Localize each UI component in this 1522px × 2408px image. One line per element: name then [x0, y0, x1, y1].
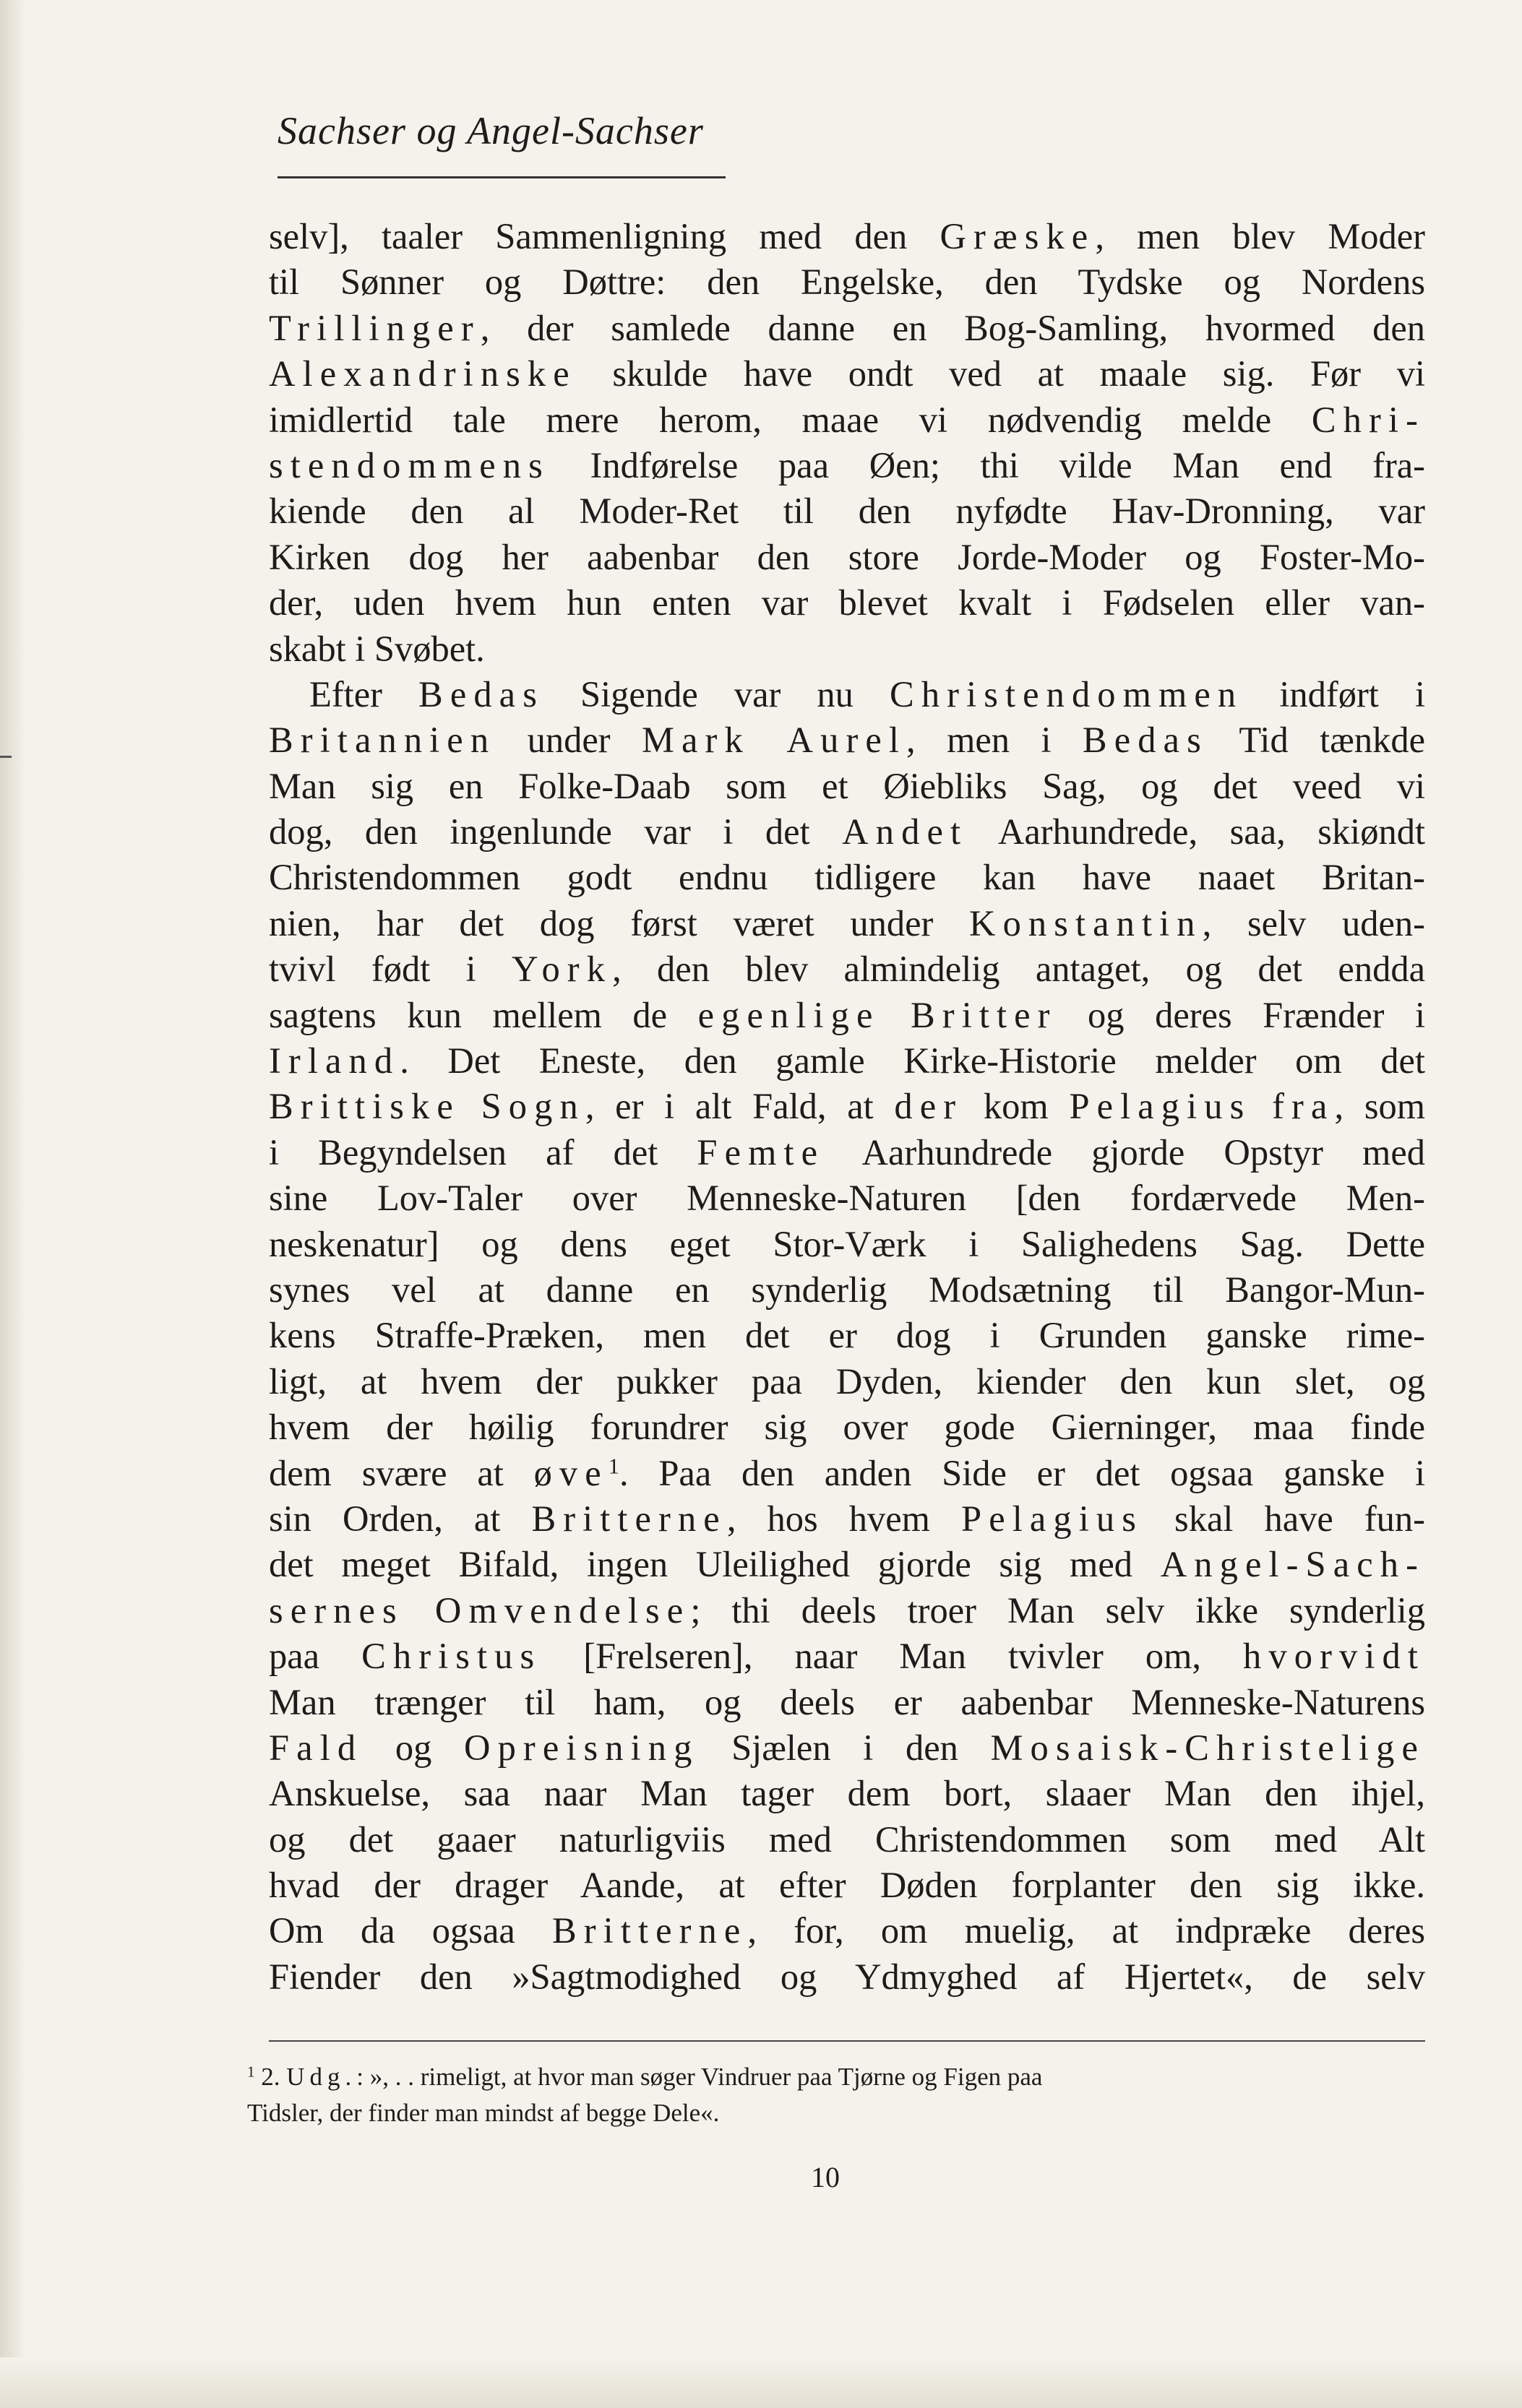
text-line: nien, har det dog først været under Konstantin, selv uden- [269, 902, 1425, 944]
text-line: Man sig en Folke-Daab som et Øiebliks Sag, og det veed vi [269, 765, 1425, 806]
header-rule [278, 176, 726, 178]
text-line: skabt i Svøbet. [269, 628, 485, 669]
text-line: der, uden hvem hun enten var blevet kvalt i Fødselen eller van- [269, 582, 1425, 623]
text-line: i Begyndelsen af det Femte Aarhundrede gjorde Opstyr med [269, 1131, 1425, 1173]
scan-mark [0, 756, 12, 758]
footnote-marker: 1 [608, 1453, 619, 1478]
text-line: til Sønner og Døttre: den Engelske, den Tydske og Nordens [269, 262, 1425, 303]
running-header: Sachser og Angel-Sachser [278, 109, 704, 152]
text-line: dem svære at øve$^1$. Paa den anden Side er det ogsaa ganske i [269, 1452, 1425, 1493]
text-line: sin Orden, at Britterne, hos hvem Pelagius skal have fun- [269, 1498, 1425, 1539]
text-line: ligt, at hvem der pukker paa Dyden, kiender den kun slet, og [269, 1360, 1425, 1402]
text-line: Christendommen godt endnu tidligere kan have naaet Britan- [269, 857, 1425, 898]
text-line: hvad der drager Aande, at efter Døden forplanter den sig ikke. [269, 1865, 1425, 1906]
text-line: neskenatur] og dens eget Stor-Værk i Salighedens Sag. Dette [269, 1223, 1425, 1264]
text-line: hvem der høilig forundrer sig over gode Gierninger, maa finde [269, 1407, 1425, 1448]
text-line: Trillinger, der samlede danne en Bog-Samling, hvormed den [269, 307, 1425, 348]
text-line: Alexandrinske skulde have ondt ved at maale sig. Før vi [269, 353, 1425, 394]
footnote-line: Tidsler, der finder man mindst af begge Dele«. [247, 2099, 720, 2127]
text-line: dog, den ingenlunde var i det Andet Aarhundrede, saa, skiøndt [269, 811, 1425, 853]
page-number: 10 [811, 2161, 840, 2193]
text-line: stendommens Indførelse paa Øen; thi vilde Man end fra- [269, 444, 1425, 486]
text-line: Britannien under Mark Aurel, men i Bedas Tid tænkde [269, 720, 1425, 761]
text-line: imidlertid tale mere herom, maae vi nødvendig melde Chri- [269, 399, 1425, 440]
text-line: kens Straffe-Præken, men det er dog i Grunden ganske rime- [269, 1315, 1425, 1356]
scan-edge-bottom [0, 2357, 1522, 2408]
main-text [269, 214, 1425, 2000]
footnote-line: $^1$ 2. Udg.: », . . rimeligt, at hvor man søger Vindruer paa Tjørne og Figen paa [247, 2063, 1043, 2091]
text-line: Man trænger til ham, og deels er aabenbar Menneske-Naturens [269, 1681, 1425, 1722]
text-line: Anskuelse, saa naar Man tager dem bort, slaaer Man den ihjel, [269, 1773, 1425, 1814]
text-line: selv], taaler Sammenligning med den Græske, men blev Moder [269, 216, 1425, 256]
text-line: Irland. Det Eneste, den gamle Kirke-Historie melder om det [269, 1040, 1425, 1082]
text-line: sagtens kun mellem de egenlige Britter og deres Frænder i [269, 994, 1425, 1035]
footnote [247, 2059, 1425, 2131]
text-line: Efter Bedas Sigende var nu Christendommen indført i [309, 673, 1425, 715]
text-line: Kirken dog her aabenbar den store Jorde-Moder og Foster-Mo- [269, 536, 1425, 577]
text-line: sine Lov-Taler over Menneske-Naturen [den fordærvede Men- [269, 1178, 1425, 1219]
text-line: kiende den al Moder-Ret til den nyfødte Hav-Dronning, var [269, 491, 1425, 532]
text-line: Brittiske Sogn, er i alt Fald, at der kom Pelagius fra, som [269, 1086, 1425, 1127]
text-line: Fiender den »Sagtmodighed og Ydmyghed af Hjertet«, de selv [269, 1956, 1425, 1997]
text-line: og det gaaer naturligviis med Christendommen som med Alt [269, 1818, 1425, 1860]
text-line: det meget Bifald, ingen Uleilighed gjorde sig med Angel-Sach- [269, 1544, 1425, 1585]
scan-edge-left [0, 0, 26, 2408]
text-line: synes vel at danne en synderlig Modsætning til Bangor-Mun- [269, 1269, 1425, 1310]
footnote-rule [269, 2040, 1425, 2042]
text-line: Fald og Opreisning Sjælen i den Mosaisk-Christelige [269, 1727, 1425, 1768]
text-line: Om da ogsaa Britterne, for, om muelig, at indpræke deres [269, 1910, 1425, 1951]
text-line: tvivl født i York, den blev almindelig antaget, og det endda [269, 949, 1425, 990]
footnote-number: 1 [247, 2063, 255, 2081]
text-line: paa Christus [Frelseren], naar Man tvivler om, hvorvidt [269, 1636, 1425, 1677]
text-line: sernes Omvendelse; thi deels troer Man selv ikke synderlig [269, 1589, 1425, 1631]
